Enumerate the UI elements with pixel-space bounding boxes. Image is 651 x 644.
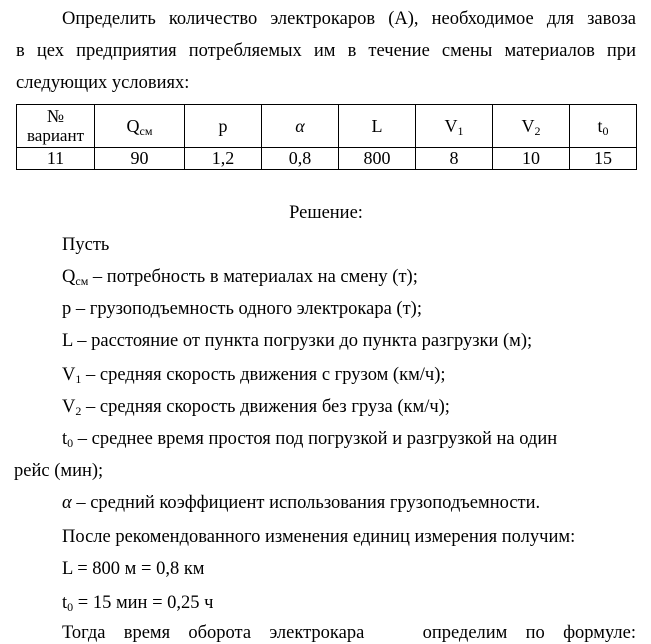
value-cell-v2: 10 — [493, 148, 570, 170]
header-cell-variant: № вариант — [17, 105, 95, 148]
after-conversion: После рекомендованного изменения единиц измерения получим: — [62, 527, 576, 547]
header-cell-l: L — [339, 105, 416, 148]
header-cell-q: $Q_{см}$ — [95, 105, 185, 148]
table-header-row — [17, 105, 637, 148]
value-cell-q: 90 — [95, 148, 185, 170]
solution-let: Пусть — [62, 235, 110, 255]
value-cell-alpha: 0,8 — [262, 148, 339, 170]
def-t0-continued: рейс (мин); — [14, 461, 104, 481]
header-cell-alpha: α — [262, 105, 339, 148]
def-q: $Q_{см}$ – потребность в материалах на смену (т); — [62, 267, 418, 288]
def-l: L – расстояние от пункта погрузки до пункта разгрузки (м); — [62, 331, 533, 351]
value-cell-v1: 8 — [416, 148, 493, 170]
def-alpha: α – средний коэффициент использования грузоподъемности. — [62, 493, 541, 513]
formula-intro: Тогда время оборота электрокара определим по формуле: — [62, 623, 636, 643]
solution-title: Решение: — [289, 203, 363, 223]
intro-line-3: следующих условиях: — [16, 73, 190, 93]
value-cell-t0: 15 — [570, 148, 637, 170]
header-cell-t0: $t_0$ — [570, 105, 637, 148]
def-v2: $V_2$ – средняя скорость движения без груза (км/ч); — [62, 397, 450, 418]
header-cell-v1: $V_1$ — [416, 105, 493, 148]
conversion-l: L = 800 м = 0,8 км — [62, 559, 205, 579]
table-row — [17, 148, 637, 170]
value-cell-p: 1,2 — [185, 148, 262, 170]
def-t0: $t_0$ – среднее время простоя под погрузкой и разгрузкой на один — [62, 429, 558, 450]
header-cell-v2: $V_2$ — [493, 105, 570, 148]
intro-line-2: в цех предприятия потребляемых им в течение смены материалов при — [16, 41, 636, 61]
def-p: р – грузоподъемность одного электрокара (т); — [62, 299, 422, 319]
conditions-table — [16, 104, 637, 170]
header-cell-p: p — [185, 105, 262, 148]
def-v1: $V_1$ – средняя скорость движения с грузом (км/ч); — [62, 365, 446, 386]
value-cell-variant: 11 — [17, 148, 95, 170]
value-cell-l: 800 — [339, 148, 416, 170]
conversion-t0: $t_0 = 15$ мин = 0,25 ч — [62, 593, 214, 614]
intro-line-1: Определить количество электрокаров (А), необходимое для завоза — [62, 9, 636, 29]
